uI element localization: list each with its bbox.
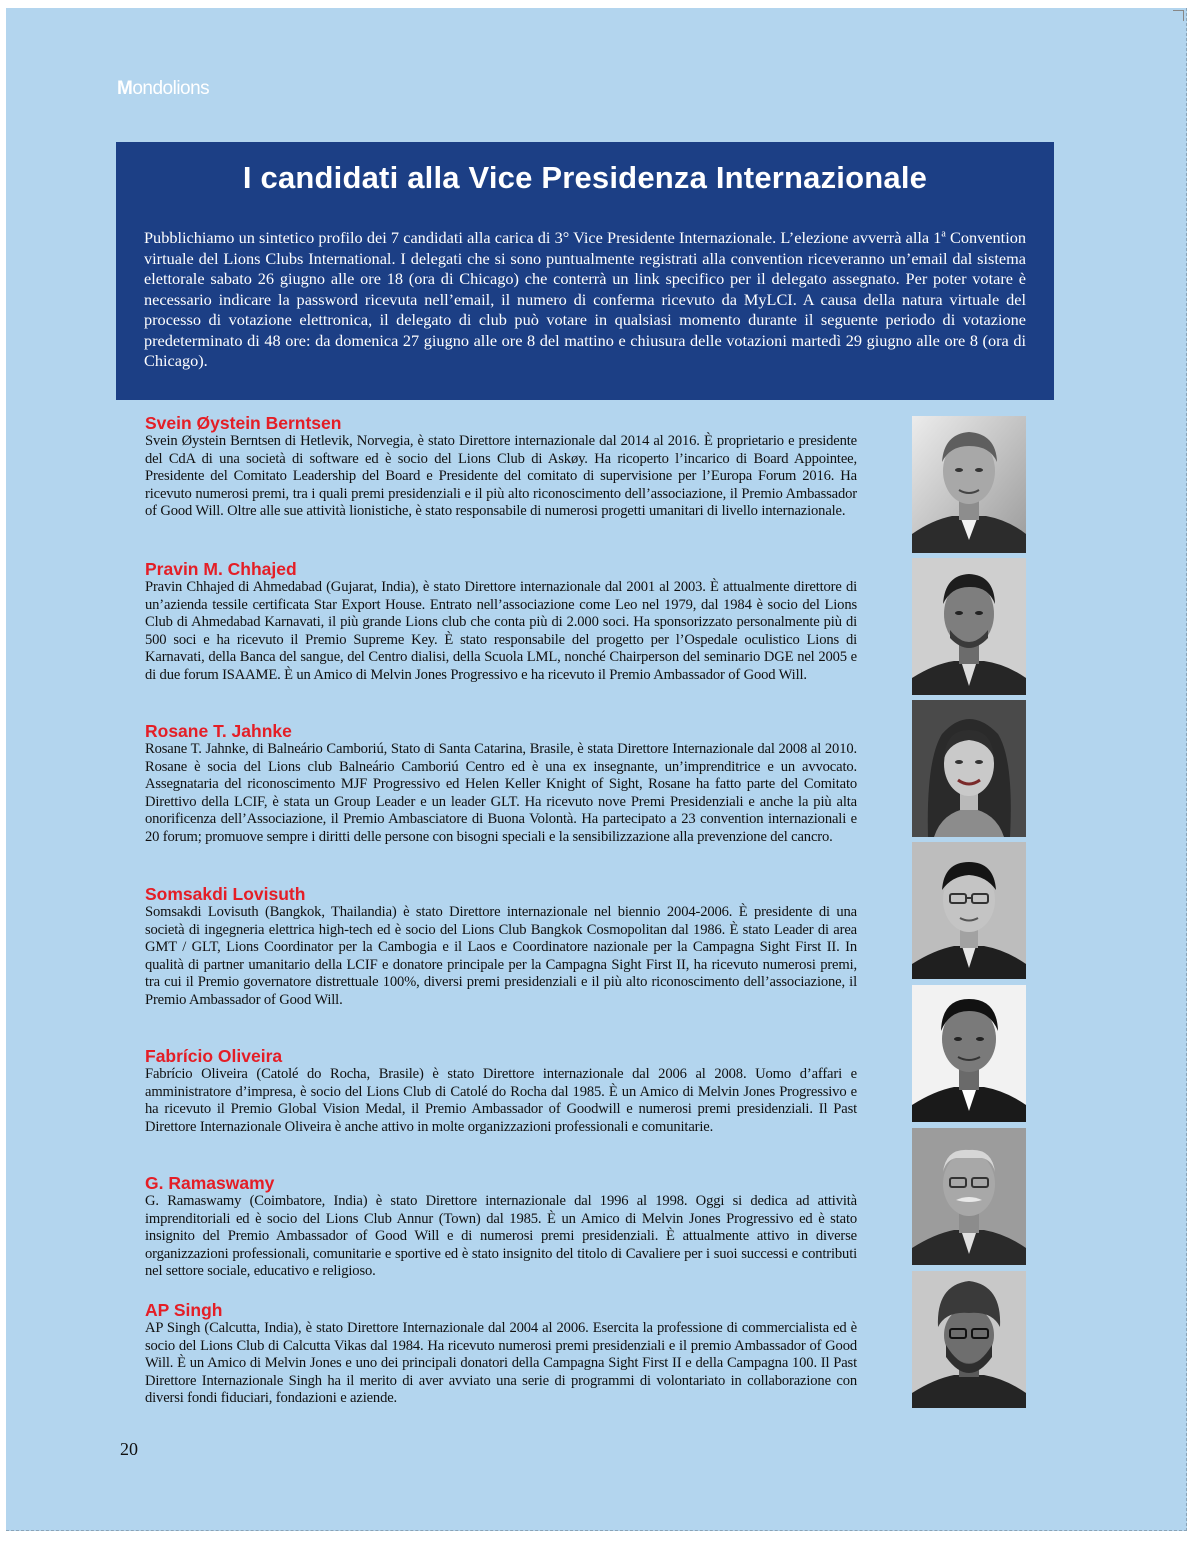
candidate-entry — [145, 884, 857, 1009]
candidate-bio: Rosane T. Jahnke, di Balneário Camboriú, Stato di Santa Catarina, Brasile, è stata Direttore Internazionale dal 2008 al 2010. Rosane è socia del Lions club Balneário Camboriú Centro ed è una ex insegnante, un’imprenditrice e un avvocato. Assegnataria del riconoscimento MJF Progressivo ed Helen Keller Knight of Sight, Rosane ha fatto parte del Comitato Direttivo della LCIF, è stata un Group Leader e un leader GLT. Ha ricevuto nove Premi Presidenziali e anche la più alta onorificenza dell’Associazione, il Premio Ambasciatore di Buona Volontà. Ha partecipato a 23 convention internazionali e 20 forum; promuove sempre i diritti delle persone con bisogni speciali e la sensibilizzazione alla prevenzione del cancro. — [145, 741, 857, 845]
candidate-entry — [145, 1046, 857, 1136]
page-title: I candidati alla Vice Presidenza Internazionale — [242, 160, 928, 195]
candidate-name: G. Ramaswamy — [145, 1173, 275, 1193]
intro-text-part2: Convention virtuale del Lions Clubs International. I delegati che si sono puntualmente registrati alla convention riceveranno un’email dal sistema elettorale sabato 26 giugno alle ore 18 (ora di Chicago) che conterrà un link specifico per il delegato assegnato. Per poter votare è necessario indicare la password ricevuta nell’email, il numero di conferma ricevuto da MyLCI. A causa della natura virtuale del processo di votazione elettronica, il delegato di club può votare in qualsiasi momento durante il seguente periodo di votazione predeterminato di 48 ore: da domenica 27 giugno alle ore 8 del mattino e chiusura delle votazioni martedì 29 giugno alle ore 8 (ora di Chicago). — [144, 228, 1027, 370]
portrait-image — [912, 842, 1026, 979]
portrait-image — [912, 1128, 1026, 1265]
section-label-rest: ondolions — [132, 78, 210, 99]
candidate-bio: G. Ramaswamy (Coimbatore, India) è stato Direttore internazionale dal 1996 al 1998. Oggi si dedica ad attività imprenditoriali ed è socio del Lions Club Annur (Town) dal 1985. È un Amico di Melvin Jones Progressivo ed è stato insignito del Premio Ambassador of Good Will e di numerosi premi presidenziali. È attualmente attivo in diverse organizzazioni professionali, comunitarie e sportive ed è stato insignito del titolo di Cavaliere per i suoi successi e contributi nel settore sociale, educativo e religioso. — [145, 1193, 857, 1279]
candidate-bio: Pravin Chhajed di Ahmedabad (Gujarat, India), è stato Direttore internazionale dal 2001 al 2003. È attualmente direttore di un’azienda tessile certificata Star Export House. Entrato nell’associazione come Leo nel 1979, dal 1984 è socio del Lions Club di Ahmedabad Karnavati, il più grande Lions club che conta più di 2.000 soci. Ha sponsorizzato personalmente più di 500 soci e ha ricevuto il Premio Supreme Key. È stato responsabile del progetto per l’Ospedale oculistico Lions di Karnavati, della Banca del sangue, del Centro dialisi, della Scuola LML, nonché Chairperson del seminario DGE nel 2005 e di due forum ISAAME. È un Amico di Melvin Jones Progressivo e ha ricevuto il Premio Ambassador of Good Will. — [145, 579, 857, 683]
portrait-image — [912, 558, 1026, 695]
intro-box — [116, 142, 1054, 400]
page-number: 20 — [120, 1439, 138, 1459]
candidate-entry — [145, 413, 857, 521]
intro-superscript: a — [941, 228, 946, 240]
candidate-entry — [145, 721, 857, 846]
candidate-name: Rosane T. Jahnke — [145, 721, 292, 741]
portrait-image — [912, 985, 1026, 1122]
candidate-entry — [145, 1300, 857, 1408]
candidate-photo — [912, 985, 1026, 1122]
candidate-photo — [912, 842, 1026, 979]
candidate-photo — [912, 416, 1026, 553]
candidate-bio: Somsakdi Lovisuth (Bangkok, Thailandia) è stato Direttore internazionale nel biennio 2004-2006. È presidente di una società di ingegneria elettrica high-tech ed è socio del Lions Club Bangkok Cosmopolitan dal 1986. È stato Leader di area GMT / GLT, Lions Coordinator per la Cambogia e il Laos e Coordinatore nazionale per la Campagna Sight First II. In qualità di partner umanitario della LCIF e donatore principale per la Campagna Sight First II, ha ricevuto numerosi premi, tra cui il Premio governatore distrettuale 100%, diversi premi presidenziali e il più alto riconoscimento dell’associazione, il Premio Ambassador of Good Will. — [145, 904, 857, 1008]
crop-mark — [1173, 10, 1184, 21]
portrait-image — [912, 416, 1026, 553]
candidate-bio: AP Singh (Calcutta, India), è stato Direttore Internazionale dal 2004 al 2006. Esercita la professione di commercialista ed è socio del Lions Club di Calcutta Vikas dal 1984. Ha ricevuto numerosi premi presidenziali e il premio Ambassador of Good Will. È un Amico di Melvin Jones e uno dei principali donatori della Campagna Sight First II e della Campagna 100. Il Past Direttore Internazionale Singh ha il merito di aver avviato una serie di programmi di volontariato in collaborazione con diversi fondi fiduciari, fondazioni e aziende. — [145, 1320, 857, 1406]
candidate-name: AP Singh — [145, 1300, 223, 1320]
intro-paragraph — [144, 228, 1026, 372]
candidate-name: Svein Øystein Berntsen — [145, 413, 342, 433]
candidate-name: Fabrício Oliveira — [145, 1046, 283, 1066]
candidate-photo — [912, 1128, 1026, 1265]
candidate-photo — [912, 700, 1026, 837]
candidate-bio: Fabrício Oliveira (Catolé do Rocha, Brasile) è stato Direttore internazionale dal 2006 al 2008. Uomo d’affari e amministratore d’impresa, è socio del Lions Club di Catolé do Rocha dal 1985. È un Amico di Melvin Jones Progressivo e ha ricevuto il Premio Global Vision Medal, il Premio Ambassador of Goodwill e numerosi premi presidenziali. Il Past Direttore Internazionale Oliveira è anche attivo in molte organizzazioni professionali e comunitarie. — [145, 1066, 857, 1135]
candidate-name: Somsakdi Lovisuth — [145, 884, 306, 904]
portrait-image — [912, 1271, 1026, 1408]
candidate-name: Pravin M. Chhajed — [145, 559, 297, 579]
section-label-initial: M — [117, 78, 133, 99]
magazine-page — [6, 8, 1187, 1531]
portrait-image — [912, 700, 1026, 837]
candidate-entry — [145, 1173, 857, 1281]
section-label — [117, 78, 209, 100]
intro-text-part1: Pubblichiamo un sintetico profilo dei 7 candidati alla carica di 3° Vice Presidente Internazionale. L’elezione avverrà alla 1 — [144, 228, 942, 247]
candidate-entry — [145, 559, 857, 684]
candidate-photo — [912, 558, 1026, 695]
candidate-bio: Svein Øystein Berntsen di Hetlevik, Norvegia, è stato Direttore internazionale dal 2014 al 2016. È proprietario e presidente del CdA di una società di software ed è socio del Lions Club di Askøy. Ha ricoperto l’incarico di Board Appointee, Presidente del Comitato Leadership del Board e Presidente del comitato di supervisione per l’Europa Forum 2016. Ha ricevuto numerosi premi, tra i quali premi presidenziali e il più alto riconoscimento dell’associazione, il Premio Ambassador of Good Will. Oltre alle sue attività lionistiche, è stato responsabile di numerosi progetti umanitari di livello internazionale. — [145, 433, 857, 519]
candidate-photo — [912, 1271, 1026, 1408]
